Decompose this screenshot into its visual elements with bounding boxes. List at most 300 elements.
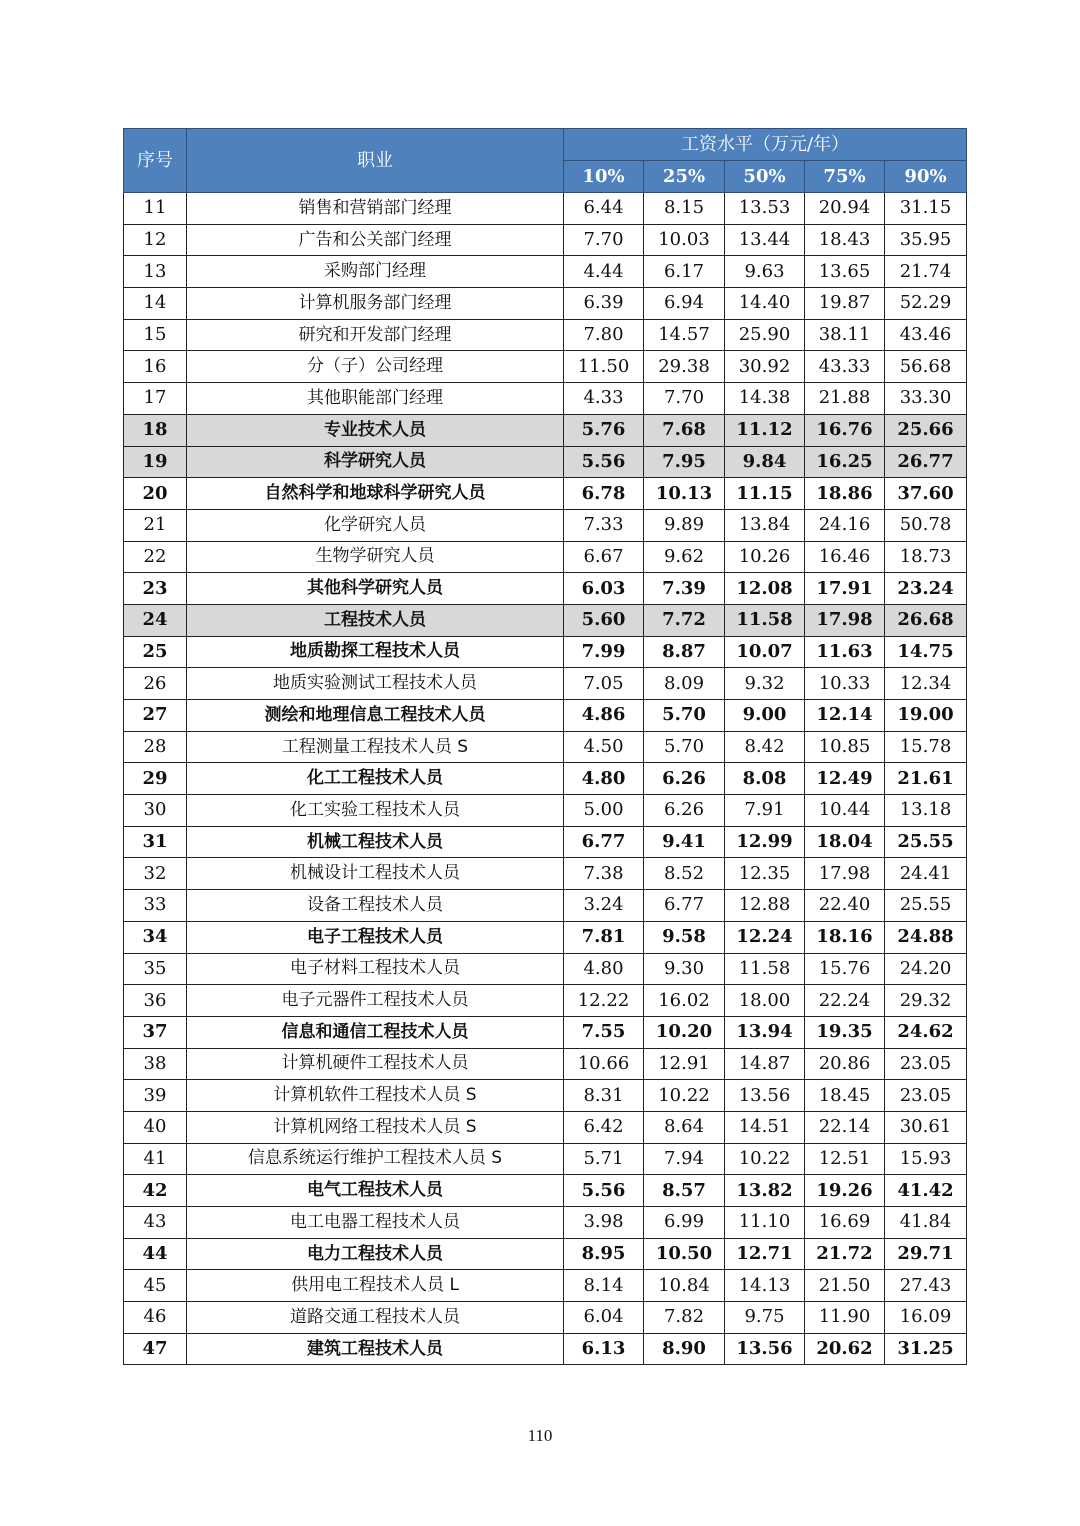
cell-p90: 41.42: [885, 1175, 967, 1207]
cell-p10: 8.14: [564, 1270, 644, 1302]
table-row: [124, 193, 967, 225]
table-row: [124, 604, 967, 636]
table-row: [124, 1302, 967, 1334]
table-row: [124, 1333, 967, 1365]
cell-p90: 23.05: [885, 1080, 967, 1112]
cell-p25: 6.99: [644, 1207, 725, 1239]
cell-p90: 24.41: [885, 858, 967, 890]
table-row: [124, 953, 967, 985]
table-row: [124, 351, 967, 383]
cell-p10: 6.03: [564, 573, 644, 605]
cell-p50: 14.51: [725, 1111, 805, 1143]
cell-p90: 50.78: [885, 509, 967, 541]
cell-occupation: 销售和营销部门经理: [187, 193, 564, 225]
cell-p25: 10.50: [644, 1238, 725, 1270]
cell-p10: 4.50: [564, 731, 644, 763]
table-row: [124, 1238, 967, 1270]
cell-p75: 12.14: [805, 700, 885, 732]
cell-p90: 12.34: [885, 668, 967, 700]
cell-p25: 8.87: [644, 636, 725, 668]
cell-p10: 12.22: [564, 985, 644, 1017]
cell-occupation: 设备工程技术人员: [187, 890, 564, 922]
cell-p90: 35.95: [885, 224, 967, 256]
cell-p25: 5.70: [644, 731, 725, 763]
cell-p90: 19.00: [885, 700, 967, 732]
cell-occupation: 电子工程技术人员: [187, 921, 564, 953]
cell-p25: 8.90: [644, 1333, 725, 1365]
table-row: [124, 383, 967, 415]
cell-p10: 6.13: [564, 1333, 644, 1365]
table-row: [124, 1111, 967, 1143]
table-row: [124, 890, 967, 922]
cell-p75: 22.24: [805, 985, 885, 1017]
cell-seq: 23: [124, 573, 187, 605]
cell-p25: 7.95: [644, 446, 725, 478]
cell-p50: 14.13: [725, 1270, 805, 1302]
cell-occupation: 电力工程技术人员: [187, 1238, 564, 1270]
cell-p10: 6.39: [564, 288, 644, 320]
header-p10: 10%: [564, 161, 644, 193]
cell-p25: 6.26: [644, 795, 725, 827]
table-row: [124, 858, 967, 890]
table-row: [124, 319, 967, 351]
cell-p10: 4.80: [564, 763, 644, 795]
cell-p25: 12.91: [644, 1048, 725, 1080]
cell-p75: 17.98: [805, 604, 885, 636]
cell-p75: 16.46: [805, 541, 885, 573]
cell-occupation: 地质实验测试工程技术人员: [187, 668, 564, 700]
cell-p25: 29.38: [644, 351, 725, 383]
cell-p75: 10.44: [805, 795, 885, 827]
cell-p75: 18.04: [805, 826, 885, 858]
cell-occupation: 信息和通信工程技术人员: [187, 1016, 564, 1048]
cell-p75: 11.63: [805, 636, 885, 668]
cell-p25: 5.70: [644, 700, 725, 732]
cell-seq: 33: [124, 890, 187, 922]
cell-p90: 15.78: [885, 731, 967, 763]
cell-p90: 13.18: [885, 795, 967, 827]
cell-p25: 10.84: [644, 1270, 725, 1302]
cell-p10: 11.50: [564, 351, 644, 383]
cell-p50: 11.10: [725, 1207, 805, 1239]
cell-p75: 11.90: [805, 1302, 885, 1334]
cell-p90: 21.61: [885, 763, 967, 795]
cell-p50: 13.84: [725, 509, 805, 541]
cell-occupation: 化工工程技术人员: [187, 763, 564, 795]
cell-seq: 37: [124, 1016, 187, 1048]
cell-p50: 13.44: [725, 224, 805, 256]
cell-p50: 12.99: [725, 826, 805, 858]
cell-p10: 4.86: [564, 700, 644, 732]
cell-occupation: 电子材料工程技术人员: [187, 953, 564, 985]
cell-p25: 9.62: [644, 541, 725, 573]
table-row: [124, 446, 967, 478]
cell-p75: 43.33: [805, 351, 885, 383]
cell-p90: 16.09: [885, 1302, 967, 1334]
cell-p50: 12.08: [725, 573, 805, 605]
cell-p25: 7.68: [644, 414, 725, 446]
cell-p50: 7.91: [725, 795, 805, 827]
cell-seq: 27: [124, 700, 187, 732]
cell-p10: 7.81: [564, 921, 644, 953]
cell-p75: 18.16: [805, 921, 885, 953]
table-row: [124, 1080, 967, 1112]
cell-p25: 9.41: [644, 826, 725, 858]
cell-p75: 24.16: [805, 509, 885, 541]
cell-p25: 8.09: [644, 668, 725, 700]
cell-p10: 5.76: [564, 414, 644, 446]
header-wage-level: 工资水平（万元/年）: [564, 129, 967, 161]
cell-p50: 14.87: [725, 1048, 805, 1080]
cell-p50: 30.92: [725, 351, 805, 383]
cell-p10: 4.80: [564, 953, 644, 985]
cell-p75: 38.11: [805, 319, 885, 351]
cell-p75: 19.35: [805, 1016, 885, 1048]
cell-occupation: 研究和开发部门经理: [187, 319, 564, 351]
table-row: [124, 700, 967, 732]
table-row: [124, 731, 967, 763]
cell-p75: 20.86: [805, 1048, 885, 1080]
cell-p75: 16.69: [805, 1207, 885, 1239]
cell-occupation: 自然科学和地球科学研究人员: [187, 478, 564, 510]
cell-p90: 27.43: [885, 1270, 967, 1302]
cell-p10: 7.80: [564, 319, 644, 351]
cell-seq: 36: [124, 985, 187, 1017]
cell-p90: 37.60: [885, 478, 967, 510]
cell-p10: 6.67: [564, 541, 644, 573]
cell-p10: 5.56: [564, 446, 644, 478]
cell-seq: 39: [124, 1080, 187, 1112]
cell-seq: 45: [124, 1270, 187, 1302]
cell-seq: 32: [124, 858, 187, 890]
cell-p50: 10.26: [725, 541, 805, 573]
cell-p50: 9.32: [725, 668, 805, 700]
cell-p50: 9.84: [725, 446, 805, 478]
cell-seq: 22: [124, 541, 187, 573]
cell-p50: 18.00: [725, 985, 805, 1017]
cell-occupation: 建筑工程技术人员: [187, 1333, 564, 1365]
cell-p10: 5.00: [564, 795, 644, 827]
cell-p25: 10.20: [644, 1016, 725, 1048]
cell-p25: 8.57: [644, 1175, 725, 1207]
table-row: [124, 224, 967, 256]
table-row: [124, 1016, 967, 1048]
cell-p10: 6.78: [564, 478, 644, 510]
cell-occupation: 机械工程技术人员: [187, 826, 564, 858]
table-row: [124, 763, 967, 795]
cell-p10: 8.95: [564, 1238, 644, 1270]
table-row: [124, 288, 967, 320]
cell-p75: 21.88: [805, 383, 885, 415]
cell-p90: 23.24: [885, 573, 967, 605]
cell-p10: 5.71: [564, 1143, 644, 1175]
cell-occupation: 分（子）公司经理: [187, 351, 564, 383]
cell-seq: 44: [124, 1238, 187, 1270]
cell-p75: 18.43: [805, 224, 885, 256]
cell-p90: 15.93: [885, 1143, 967, 1175]
cell-seq: 19: [124, 446, 187, 478]
cell-p10: 6.77: [564, 826, 644, 858]
cell-seq: 46: [124, 1302, 187, 1334]
cell-p90: 33.30: [885, 383, 967, 415]
cell-p50: 12.35: [725, 858, 805, 890]
cell-p10: 7.05: [564, 668, 644, 700]
table-row: [124, 921, 967, 953]
cell-occupation: 信息系统运行维护工程技术人员 S: [187, 1143, 564, 1175]
cell-p90: 30.61: [885, 1111, 967, 1143]
cell-p50: 12.88: [725, 890, 805, 922]
cell-seq: 14: [124, 288, 187, 320]
cell-seq: 24: [124, 604, 187, 636]
cell-p90: 14.75: [885, 636, 967, 668]
cell-p10: 5.56: [564, 1175, 644, 1207]
cell-p25: 6.26: [644, 763, 725, 795]
cell-p90: 24.62: [885, 1016, 967, 1048]
header-occupation: 职业: [187, 129, 564, 193]
cell-p10: 5.60: [564, 604, 644, 636]
cell-p50: 9.75: [725, 1302, 805, 1334]
cell-p10: 7.99: [564, 636, 644, 668]
cell-occupation: 计算机软件工程技术人员 S: [187, 1080, 564, 1112]
cell-p90: 25.66: [885, 414, 967, 446]
cell-occupation: 供用电工程技术人员 L: [187, 1270, 564, 1302]
cell-seq: 31: [124, 826, 187, 858]
cell-p90: 26.77: [885, 446, 967, 478]
table-row: [124, 414, 967, 446]
cell-p50: 25.90: [725, 319, 805, 351]
cell-p50: 8.42: [725, 731, 805, 763]
header-seq: 序号: [124, 129, 187, 193]
cell-occupation: 其他科学研究人员: [187, 573, 564, 605]
cell-p90: 29.32: [885, 985, 967, 1017]
cell-p50: 14.38: [725, 383, 805, 415]
cell-seq: 47: [124, 1333, 187, 1365]
cell-occupation: 工程技术人员: [187, 604, 564, 636]
cell-seq: 28: [124, 731, 187, 763]
cell-p90: 26.68: [885, 604, 967, 636]
table-row: [124, 1270, 967, 1302]
table-row: [124, 826, 967, 858]
cell-occupation: 道路交通工程技术人员: [187, 1302, 564, 1334]
cell-p25: 7.39: [644, 573, 725, 605]
cell-p75: 17.91: [805, 573, 885, 605]
cell-p75: 16.25: [805, 446, 885, 478]
cell-p90: 31.25: [885, 1333, 967, 1365]
cell-occupation: 电子元器件工程技术人员: [187, 985, 564, 1017]
cell-p10: 6.42: [564, 1111, 644, 1143]
cell-p75: 15.76: [805, 953, 885, 985]
cell-p25: 7.70: [644, 383, 725, 415]
cell-p75: 17.98: [805, 858, 885, 890]
cell-p50: 13.94: [725, 1016, 805, 1048]
cell-p25: 10.13: [644, 478, 725, 510]
cell-p90: 31.15: [885, 193, 967, 225]
cell-p90: 29.71: [885, 1238, 967, 1270]
table-row: [124, 509, 967, 541]
cell-p50: 12.24: [725, 921, 805, 953]
cell-seq: 16: [124, 351, 187, 383]
cell-seq: 17: [124, 383, 187, 415]
cell-seq: 13: [124, 256, 187, 288]
cell-occupation: 电工电器工程技术人员: [187, 1207, 564, 1239]
cell-p90: 52.29: [885, 288, 967, 320]
table-row: [124, 541, 967, 573]
table-row: [124, 636, 967, 668]
cell-seq: 40: [124, 1111, 187, 1143]
cell-p90: 21.74: [885, 256, 967, 288]
cell-seq: 35: [124, 953, 187, 985]
cell-p90: 56.68: [885, 351, 967, 383]
cell-p75: 19.87: [805, 288, 885, 320]
header-p75: 75%: [805, 161, 885, 193]
cell-p10: 3.24: [564, 890, 644, 922]
cell-p90: 23.05: [885, 1048, 967, 1080]
cell-p10: 7.70: [564, 224, 644, 256]
cell-p75: 12.49: [805, 763, 885, 795]
cell-p50: 11.58: [725, 953, 805, 985]
wage-table: [123, 128, 967, 1365]
cell-seq: 30: [124, 795, 187, 827]
cell-occupation: 广告和公关部门经理: [187, 224, 564, 256]
cell-p25: 8.64: [644, 1111, 725, 1143]
cell-p50: 9.63: [725, 256, 805, 288]
cell-p50: 8.08: [725, 763, 805, 795]
cell-p75: 21.50: [805, 1270, 885, 1302]
cell-p75: 16.76: [805, 414, 885, 446]
cell-seq: 25: [124, 636, 187, 668]
cell-p10: 7.55: [564, 1016, 644, 1048]
cell-p90: 43.46: [885, 319, 967, 351]
cell-p25: 8.15: [644, 193, 725, 225]
table-row: [124, 1143, 967, 1175]
cell-seq: 38: [124, 1048, 187, 1080]
cell-p50: 14.40: [725, 288, 805, 320]
cell-p50: 11.58: [725, 604, 805, 636]
table-body: [124, 193, 967, 1365]
cell-seq: 11: [124, 193, 187, 225]
cell-p25: 16.02: [644, 985, 725, 1017]
cell-p75: 21.72: [805, 1238, 885, 1270]
cell-p90: 18.73: [885, 541, 967, 573]
cell-occupation: 其他职能部门经理: [187, 383, 564, 415]
cell-p90: 25.55: [885, 890, 967, 922]
cell-occupation: 采购部门经理: [187, 256, 564, 288]
table-row: [124, 256, 967, 288]
table-row: [124, 478, 967, 510]
cell-p75: 22.40: [805, 890, 885, 922]
header-p25: 25%: [644, 161, 725, 193]
cell-seq: 15: [124, 319, 187, 351]
cell-p50: 10.22: [725, 1143, 805, 1175]
cell-occupation: 计算机服务部门经理: [187, 288, 564, 320]
cell-p10: 4.44: [564, 256, 644, 288]
cell-p75: 10.33: [805, 668, 885, 700]
cell-p90: 24.88: [885, 921, 967, 953]
cell-occupation: 生物学研究人员: [187, 541, 564, 573]
cell-p50: 11.15: [725, 478, 805, 510]
table-row: [124, 1175, 967, 1207]
header-p90: 90%: [885, 161, 967, 193]
cell-seq: 41: [124, 1143, 187, 1175]
cell-occupation: 化学研究人员: [187, 509, 564, 541]
cell-p75: 20.94: [805, 193, 885, 225]
cell-p50: 13.56: [725, 1333, 805, 1365]
cell-p75: 13.65: [805, 256, 885, 288]
cell-occupation: 科学研究人员: [187, 446, 564, 478]
cell-p75: 10.85: [805, 731, 885, 763]
cell-p50: 13.56: [725, 1080, 805, 1112]
cell-seq: 42: [124, 1175, 187, 1207]
cell-p25: 9.58: [644, 921, 725, 953]
cell-p10: 4.33: [564, 383, 644, 415]
cell-p25: 14.57: [644, 319, 725, 351]
cell-occupation: 计算机硬件工程技术人员: [187, 1048, 564, 1080]
cell-p50: 11.12: [725, 414, 805, 446]
table-row: [124, 1207, 967, 1239]
cell-occupation: 工程测量工程技术人员 S: [187, 731, 564, 763]
cell-seq: 34: [124, 921, 187, 953]
cell-p75: 19.26: [805, 1175, 885, 1207]
cell-p25: 6.94: [644, 288, 725, 320]
cell-p90: 41.84: [885, 1207, 967, 1239]
cell-occupation: 机械设计工程技术人员: [187, 858, 564, 890]
cell-p75: 20.62: [805, 1333, 885, 1365]
cell-p25: 6.17: [644, 256, 725, 288]
cell-seq: 29: [124, 763, 187, 795]
cell-p50: 10.07: [725, 636, 805, 668]
cell-p10: 10.66: [564, 1048, 644, 1080]
cell-seq: 12: [124, 224, 187, 256]
page-number: 110: [527, 1426, 553, 1445]
cell-occupation: 专业技术人员: [187, 414, 564, 446]
cell-occupation: 电气工程技术人员: [187, 1175, 564, 1207]
cell-seq: 43: [124, 1207, 187, 1239]
table-header: [124, 129, 967, 193]
header-p50: 50%: [725, 161, 805, 193]
table-row: [124, 668, 967, 700]
cell-p90: 25.55: [885, 826, 967, 858]
cell-p25: 9.30: [644, 953, 725, 985]
cell-seq: 18: [124, 414, 187, 446]
cell-p10: 7.38: [564, 858, 644, 890]
cell-p10: 6.04: [564, 1302, 644, 1334]
cell-occupation: 化工实验工程技术人员: [187, 795, 564, 827]
cell-p75: 18.45: [805, 1080, 885, 1112]
cell-p90: 24.20: [885, 953, 967, 985]
cell-p25: 9.89: [644, 509, 725, 541]
cell-p25: 10.03: [644, 224, 725, 256]
cell-p25: 7.94: [644, 1143, 725, 1175]
cell-p10: 3.98: [564, 1207, 644, 1239]
cell-occupation: 测绘和地理信息工程技术人员: [187, 700, 564, 732]
table-row: [124, 573, 967, 605]
cell-p75: 18.86: [805, 478, 885, 510]
cell-p25: 10.22: [644, 1080, 725, 1112]
cell-p50: 13.82: [725, 1175, 805, 1207]
cell-p25: 8.52: [644, 858, 725, 890]
cell-p25: 6.77: [644, 890, 725, 922]
cell-p25: 7.72: [644, 604, 725, 636]
table-row: [124, 795, 967, 827]
cell-occupation: 计算机网络工程技术人员 S: [187, 1111, 564, 1143]
cell-p75: 12.51: [805, 1143, 885, 1175]
cell-p10: 6.44: [564, 193, 644, 225]
table-row: [124, 985, 967, 1017]
cell-p75: 22.14: [805, 1111, 885, 1143]
cell-p50: 13.53: [725, 193, 805, 225]
cell-p50: 9.00: [725, 700, 805, 732]
cell-occupation: 地质勘探工程技术人员: [187, 636, 564, 668]
